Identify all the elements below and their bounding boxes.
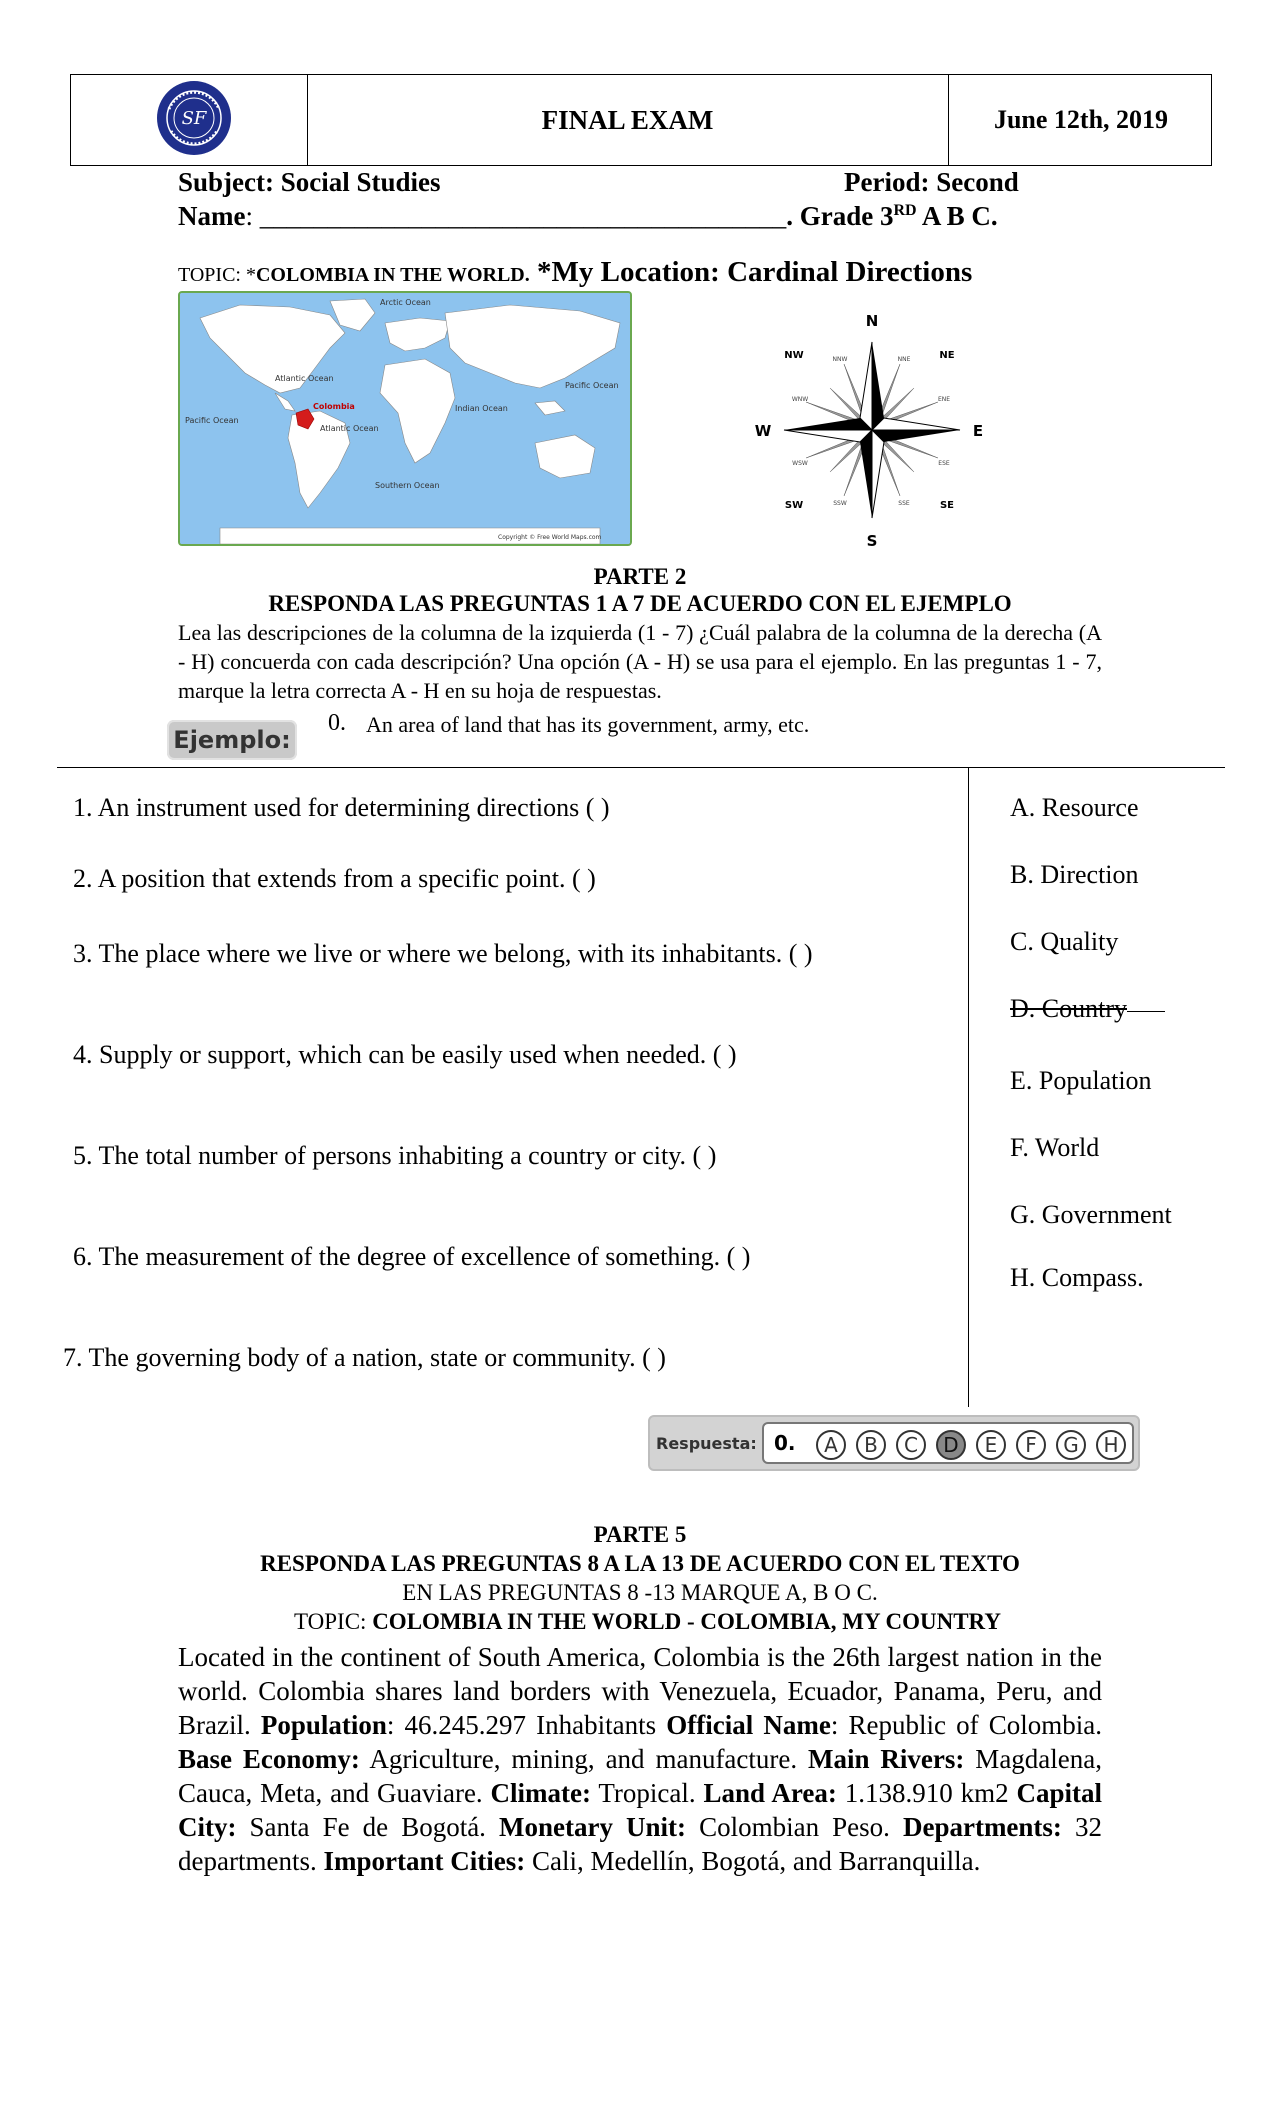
world-map (178, 291, 632, 546)
topic-part2: *My Location: Cardinal Directions (529, 256, 973, 288)
para-key-economy: Base Economy: (178, 1744, 360, 1774)
arctic-label: Arctic Ocean (380, 298, 431, 307)
indian-label: Indian Ocean (455, 404, 508, 413)
para-val-cities: Cali, Medellín, Bogotá, and Barranquilla. (525, 1846, 981, 1876)
bubble-e[interactable]: E (976, 1430, 1006, 1460)
example-text: An area of land that has its government, army, etc. (366, 712, 810, 737)
name-blank[interactable]: : _______________________________________ (245, 201, 787, 231)
option-c: C. Quality (1010, 927, 1119, 956)
compass-ese: ESE (938, 460, 950, 467)
world-map-graphic (180, 293, 630, 544)
exam-date: June 12th, 2019 (993, 105, 1169, 134)
logo-cell (71, 75, 308, 165)
compass-n: N (865, 312, 879, 330)
option-d-text: D. Country (1010, 994, 1127, 1023)
option-b: B. Direction (1010, 860, 1139, 889)
southern-label: Southern Ocean (375, 481, 440, 490)
option-a: A. Resource (1010, 793, 1139, 822)
option-h: H. Compass. (1010, 1263, 1144, 1292)
svg-text:SF: SF (181, 108, 207, 129)
answer-box (762, 1422, 1134, 1464)
bubble-g[interactable]: G (1056, 1430, 1086, 1460)
compass-nnw: NNW (832, 356, 848, 363)
para-key-capital: Capital City: (178, 1778, 1102, 1842)
exam-title: FINAL EXAM (541, 104, 714, 135)
para-key-official: Official Name (666, 1710, 831, 1740)
topic-line (178, 256, 972, 289)
divider-horizontal (57, 767, 1225, 768)
answer-label: Respuesta: (656, 1433, 757, 1453)
compass-wsw: WSW (792, 460, 808, 467)
compass-w: W (754, 422, 772, 440)
atlantic-n-label: Atlantic Ocean (275, 374, 334, 383)
pacific-e-label: Pacific Ocean (565, 381, 619, 390)
question-4: 4. Supply or support, which can be easily used when needed. ( ) (73, 1040, 737, 1069)
bubble-f[interactable]: F (1016, 1430, 1046, 1460)
para-key-cities: Important Cities: (323, 1846, 526, 1876)
question-3: 3. The place where we live or where we belong, with its inhabitants. ( ) (73, 939, 813, 968)
colombia-label: Colombia (313, 402, 355, 411)
answer-example (648, 1415, 1140, 1471)
parte5-topic (294, 1609, 1001, 1635)
para-val-capital: Santa Fe de Bogotá. (236, 1812, 499, 1842)
parte2-instructions: Lea las descripciones de la columna de la izquierda (1 - 7) ¿Cuál palabra de la columna de la derecha (A - H) concuerda con cada descripción? Una opción (A - H) se usa para el ejemplo. En las preguntas 1 - 7, marque la letra correcta A - H en su hoja de respuestas. (178, 620, 1102, 703)
compass-rose (752, 310, 992, 550)
grade-prefix: . Grade 3 (786, 201, 894, 231)
option-d (1010, 994, 1165, 1024)
para-key-monetary: Monetary Unit: (499, 1812, 687, 1842)
divider-vertical (968, 767, 969, 1407)
parte2-subtitle: RESPONDA LAS PREGUNTAS 1 A 7 DE ACUERDO CON EL EJEMPLO (268, 591, 1012, 616)
parte2-title: PARTE 2 (593, 564, 687, 589)
answer-number: 0. (774, 1431, 796, 1455)
compass-sw: SW (784, 500, 804, 511)
topic-prefix: TOPIC: * (178, 264, 256, 286)
para-key-climate: Climate: (490, 1778, 592, 1808)
bubble-a[interactable]: A (816, 1430, 846, 1460)
para-val-official: : Republic of Colombia. (830, 1710, 1102, 1740)
compass-nw: NW (784, 350, 804, 361)
school-logo (155, 79, 233, 157)
bubble-d-selected[interactable]: D (936, 1430, 966, 1460)
compass-e: E (972, 422, 984, 440)
question-7: 7. The governing body of a nation, state or community. ( ) (63, 1343, 666, 1372)
example-badge: Ejemplo: (167, 720, 297, 760)
example-number: 0. (328, 710, 346, 736)
question-2: 2. A position that extends from a specific point. ( ) (73, 864, 596, 893)
subject-label: Subject: Social Studies (178, 167, 441, 197)
compass-wnw: WNW (791, 396, 809, 403)
parte5-title: PARTE 5 (593, 1522, 687, 1547)
para-val-economy: Agriculture, mining, and manufacture. (359, 1744, 809, 1774)
compass-s: S (866, 532, 878, 550)
grade-suffix: A B C. (916, 201, 998, 231)
grade-sup: RD (893, 202, 917, 219)
para-key-rivers: Main Rivers: (808, 1744, 965, 1774)
para-intro: Located in the continent of South America, Colombia is the 26th largest nation in the world. Colombia shares land borders with Venezuela, Ecuador, Panama, Peru, and Brazil. (178, 1642, 1102, 1740)
compass-ene: ENE (937, 396, 951, 403)
bubble-h[interactable]: H (1096, 1430, 1126, 1460)
para-val-rivers: Magdalena, Cauca, Meta, and Guaviare. (178, 1744, 1103, 1808)
question-5: 5. The total number of persons inhabiting a country or city. ( ) (73, 1141, 717, 1170)
bubble-c[interactable]: C (896, 1430, 926, 1460)
para-val-land: 1.138.910 km2 (836, 1778, 1017, 1808)
colombia-paragraph (178, 1640, 1102, 1878)
compass-sse: SSE (898, 500, 910, 507)
para-val-climate: Tropical. (591, 1778, 704, 1808)
pacific-w-label: Pacific Ocean (185, 416, 239, 425)
para-key-land: Land Area: (703, 1778, 837, 1808)
para-val-departments: 32 departments. (178, 1812, 1102, 1876)
compass-ne: NE (939, 350, 955, 361)
period-label: Period: Second (844, 167, 1019, 197)
atlantic-s-label: Atlantic Ocean (320, 424, 379, 433)
parte5-subtitle: RESPONDA LAS PREGUNTAS 8 A LA 13 DE ACUERDO CON EL TEXTO (260, 1551, 1020, 1576)
question-1: 1. An instrument used for determining directions ( ) (73, 793, 610, 822)
map-copyright: Copyright © Free World Maps.com (498, 534, 602, 541)
name-line (178, 201, 998, 232)
para-key-population: Population (260, 1710, 387, 1740)
name-label: Name (178, 201, 246, 231)
option-e: E. Population (1010, 1066, 1152, 1095)
parte5-topic-text: COLOMBIA IN THE WORLD - COLOMBIA, MY COUNTRY (372, 1609, 1001, 1634)
bubble-b[interactable]: B (856, 1430, 886, 1460)
parte5-line3: EN LAS PREGUNTAS 8 -13 MARQUE A, B O C. (402, 1580, 878, 1605)
compass-se: SE (939, 500, 955, 511)
option-g: G. Government (1010, 1200, 1172, 1229)
date-cell (948, 75, 1213, 165)
compass-nne: NNE (897, 356, 911, 363)
para-val-population: : 46.245.297 Inhabitants (386, 1710, 667, 1740)
option-f: F. World (1010, 1133, 1100, 1162)
compass-ssw: SSW (833, 500, 847, 507)
para-val-monetary: Colombian Peso. (686, 1812, 903, 1842)
parte5-topic-prefix: TOPIC: (294, 1609, 373, 1634)
exam-header (70, 74, 1212, 166)
para-key-departments: Departments: (902, 1812, 1062, 1842)
question-6: 6. The measurement of the degree of excellence of something. ( ) (73, 1242, 751, 1271)
topic-part1: COLOMBIA IN THE WORLD. (255, 264, 530, 286)
